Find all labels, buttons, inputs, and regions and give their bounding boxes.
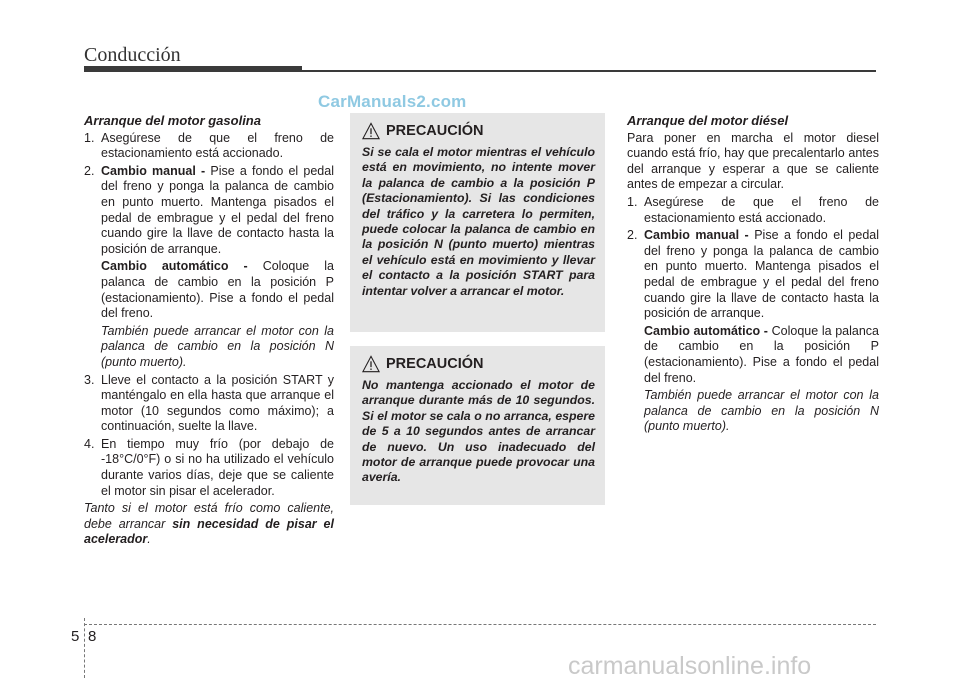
step-2-automatic: Cambio automático - Coloque la palanca de cambio en la posición P (estacionamiento). Pise a fondo el pedal del freno. [101, 259, 334, 321]
neutral-note: También puede arrancar el motor con la palanca de cambio en la posición N (punto muerto). [101, 323, 334, 369]
page-header-title: Conducción [84, 44, 181, 66]
manual-label: Cambio manual - [644, 228, 749, 243]
left-column [84, 113, 334, 548]
caution-box-starter [350, 346, 605, 505]
chapter-number: 5 [71, 628, 80, 645]
section-title-diesel: Arranque del motor diésel [627, 113, 789, 128]
step-1: 1. Asegúrese de que el freno de estacionamiento está accionado. [627, 194, 879, 225]
diesel-intro: Para poner en marcha el motor diesel cuando está frío, hay que precalentarlo antes del arranque y esperar a que se caliente antes de empezar a circular. [627, 130, 879, 192]
neutral-note: También puede arrancar el motor con la palanca de cambio en la posición N (punto muerto). [644, 388, 879, 434]
section-title-gasoline: Arranque del motor gasolina [84, 113, 261, 128]
caution-title: PRECAUCIÓN [386, 123, 484, 139]
step-2: 2. Cambio manual - Pise a fondo el pedal del freno y ponga la palanca de cambio en punto muerto. Mantenga pisados el pedal de embrague y el pedal del freno cuando gire la llave de contacto hasta la posición de arranque. [627, 228, 879, 321]
warning-triangle-icon [362, 122, 380, 140]
step-3: 3. Lleve el contacto a la posición START y manténgalo en ella hasta que arranque el motor (10 segundos como máximo); a continuación, suelte la llave. [84, 372, 334, 434]
step-2: 2. Cambio manual - Pise a fondo el pedal del freno y ponga la palanca de cambio en punto muerto. Mantenga pisados el pedal de embrague y el pedal del freno cuando gire la llave de contacto hasta la posición de arranque. [84, 163, 334, 256]
watermark-bottom: carmanualsonline.info [568, 652, 812, 680]
step-2-automatic: Cambio automático - Coloque la palanca de cambio en la posición P (estacionamiento). Pise a fondo el pedal del freno. [644, 323, 880, 385]
caution-box-stall [350, 113, 605, 332]
footer-divider [84, 618, 85, 678]
step-4: 4. En tiempo muy frío (por debajo de -18°C/0°F) o si no ha utilizado el vehículo durante varios días, deje que se caliente el motor sin pisar el acelerador. [84, 436, 334, 498]
cold-engine-note: Tanto si el motor está frío como caliente, debe arrancar sin necesidad de pisar el acelerador. [84, 501, 334, 547]
page-number: 8 [88, 628, 97, 645]
manual-label: Cambio manual - [101, 163, 206, 178]
automatic-label: Cambio automático - [101, 259, 248, 274]
caution-title: PRECAUCIÓN [386, 356, 484, 372]
automatic-label: Cambio automático - [644, 323, 768, 338]
header-rule-thick [84, 66, 302, 72]
footer-rule [84, 624, 876, 626]
right-column [627, 113, 879, 437]
warning-triangle-icon [362, 355, 380, 373]
step-1: 1. Asegúrese de que el freno de estacionamiento está accionado. [84, 130, 334, 161]
caution-text: No mantenga accionado el motor de arranque durante más de 10 segundos. Si el motor se cala o no arranca, espere de 5 a 10 segundos antes de arrancar de nuevo. Un uso inadecuado del motor de arranque puede provocar una avería. [362, 378, 595, 485]
caution-text: Si se cala el motor mientras el vehículo está en movimiento, no intente mover la palanca de cambio a la posición P (Estacionamiento). Si las condiciones del tráfico y la carretera lo permiten, puede colocar la palanca de cambio en la posición N (punto muerto) mientras el vehículo está en movimiento y llevar el contacto a la posición START para intentar volver a arrancar el motor. [362, 145, 595, 298]
header-rule-thin [302, 70, 876, 72]
watermark-top: CarManuals2.com [318, 92, 467, 111]
